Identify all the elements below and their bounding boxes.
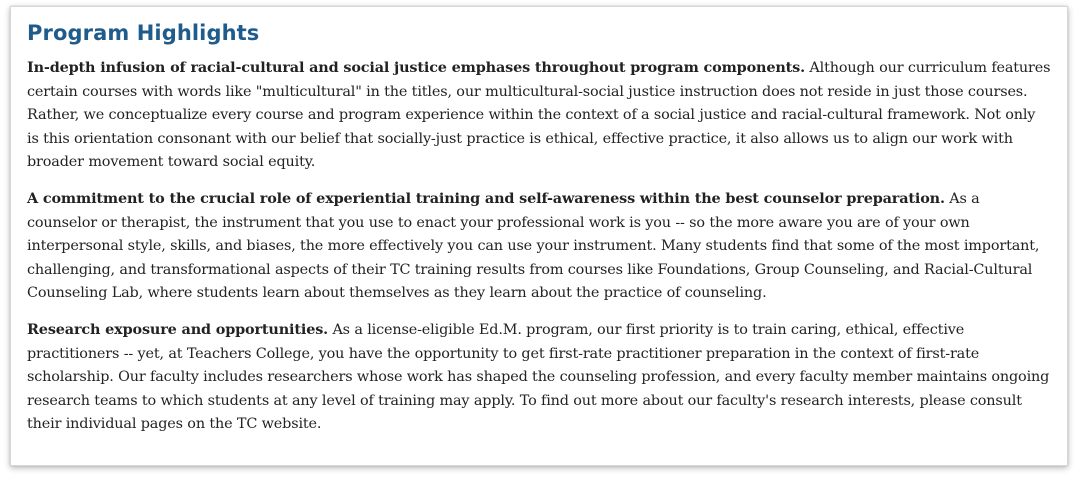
- highlight-lead: A commitment to the crucial role of experiential training and self-awareness within the best counselor preparation.: [27, 189, 945, 207]
- highlight-lead: In-depth infusion of racial-cultural and social justice emphases throughout program components.: [27, 59, 805, 76]
- highlight-body: As a license-eligible Ed.M. program, our first priority is to train caring, ethical, effective practitioners -- yet, at Teachers College, you have the opportunity to get first-rate practitioner preparation in the context of first-rate scholarship. Our faculty includes researchers whose work has shaped the counseling profession, and every faculty member maintains ongoing research teams to which students at any level of training may apply. To find out more about our faculty's research interests, please consult their individual pages on the TC website.: [27, 321, 1050, 433]
- highlight-paragraph-research: [27, 318, 1051, 437]
- highlight-body: Although our curriculum features certain courses with words like "multicultural" in the titles, our multicultural-social justice instruction does not reside in just those courses. Rather, we conceptualize every course and program experience within the context of a social justice and racial-cultural framework. Not only is this orientation consonant with our belief that socially-just practice is ethical, effective practice, it also allows us to align our work with broader movement toward social equity.: [27, 60, 1051, 171]
- program-highlights-card: [10, 6, 1068, 466]
- highlight-paragraph-experiential-training: [27, 187, 1051, 306]
- highlight-lead: Research exposure and opportunities.: [27, 320, 329, 338]
- highlight-body: As a counselor or therapist, the instrument that you use to enact your professional work is you -- so the more aware you are of your own interpersonal style, skills, and biases, the more effectively you can use your instrument. Many students find that some of the most important, challenging, and transformational aspects of their TC training results from courses like Foundations, Group Counseling, and Racial-Cultural Counseling Lab, where students learn about themselves as they learn about the practice of counseling.: [27, 190, 1040, 302]
- highlight-paragraph-social-justice: [27, 56, 1051, 175]
- section-title: Program Highlights: [27, 21, 260, 45]
